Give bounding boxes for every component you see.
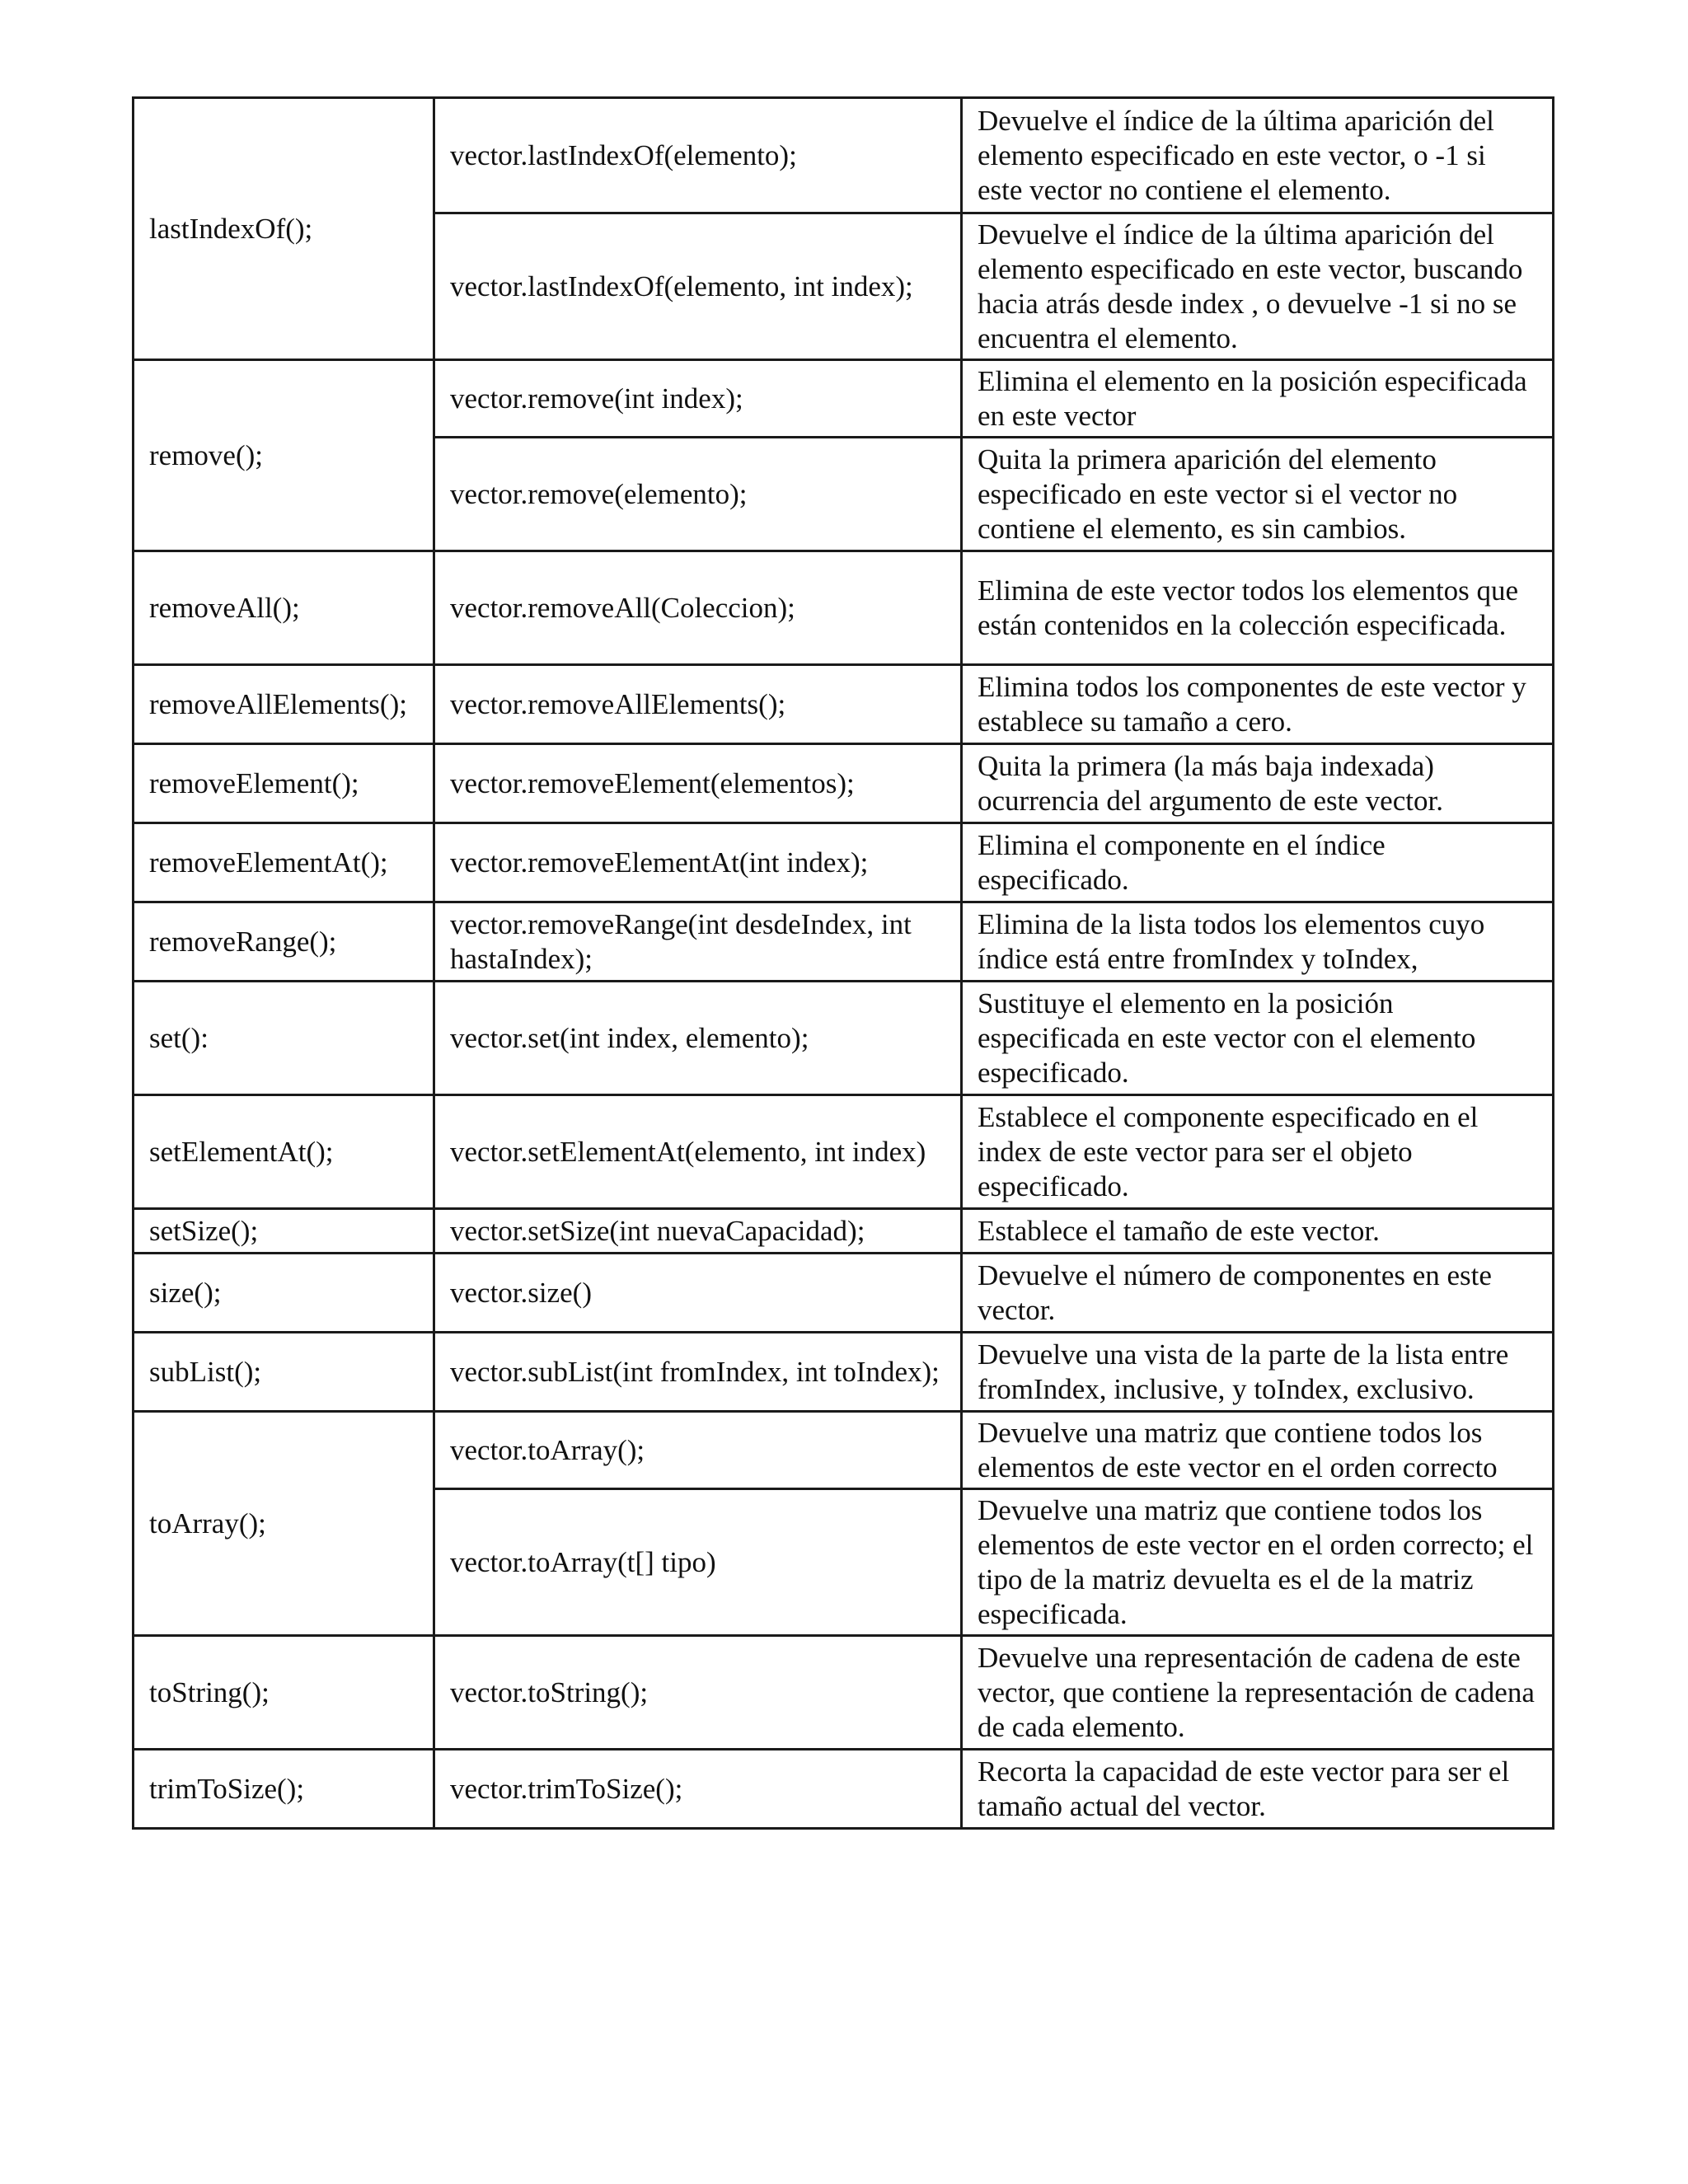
method-signature-cell: vector.remove(int index); bbox=[434, 360, 962, 438]
method-name-cell: toString(); bbox=[134, 1636, 434, 1750]
method-name-cell: removeElement(); bbox=[134, 744, 434, 823]
method-description-cell: Elimina todos los componentes de este vector y establece su tamaño a cero. bbox=[962, 665, 1554, 744]
method-signature-cell: vector.setSize(int nuevaCapacidad); bbox=[434, 1209, 962, 1254]
method-signature-cell: vector.lastIndexOf(elemento); bbox=[434, 98, 962, 213]
method-description-cell: Devuelve una matriz que contiene todos los elementos de este vector en el orden correcto; el tipo de la matriz devuelta es el de la matriz especificada. bbox=[962, 1489, 1554, 1636]
table-row bbox=[134, 744, 1554, 823]
method-name-cell: setElementAt(); bbox=[134, 1095, 434, 1209]
method-name-cell: removeRange(); bbox=[134, 902, 434, 982]
method-description-cell: Devuelve una representación de cadena de este vector, que contiene la representación de cadena de cada elemento. bbox=[962, 1636, 1554, 1750]
method-description-cell: Recorta la capacidad de este vector para ser el tamaño actual del vector. bbox=[962, 1750, 1554, 1829]
table-row bbox=[134, 1636, 1554, 1750]
method-description-cell: Devuelve el número de componentes en este vector. bbox=[962, 1254, 1554, 1333]
method-name-cell: size(); bbox=[134, 1254, 434, 1333]
vector-methods-table bbox=[132, 96, 1554, 1830]
method-name-cell: remove(); bbox=[134, 360, 434, 551]
method-name-cell: removeAllElements(); bbox=[134, 665, 434, 744]
method-description-cell: Establece el componente especificado en el index de este vector para ser el objeto especificado. bbox=[962, 1095, 1554, 1209]
method-signature-cell: vector.removeRange(int desdeIndex, int hastaIndex); bbox=[434, 902, 962, 982]
method-name-cell: subList(); bbox=[134, 1333, 434, 1412]
method-signature-cell: vector.removeAllElements(); bbox=[434, 665, 962, 744]
method-signature-cell: vector.toArray(); bbox=[434, 1412, 962, 1489]
method-signature-cell: vector.setElementAt(elemento, int index) bbox=[434, 1095, 962, 1209]
table-row bbox=[134, 1750, 1554, 1829]
method-signature-cell: vector.set(int index, elemento); bbox=[434, 982, 962, 1095]
method-description-cell: Elimina de este vector todos los elementos que están contenidos en la colección especificada. bbox=[962, 551, 1554, 665]
method-description-cell: Devuelve una matriz que contiene todos los elementos de este vector en el orden correcto bbox=[962, 1412, 1554, 1489]
method-description-cell: Quita la primera (la más baja indexada) ocurrencia del argumento de este vector. bbox=[962, 744, 1554, 823]
method-name-cell: lastIndexOf(); bbox=[134, 98, 434, 360]
table-row bbox=[134, 1333, 1554, 1412]
method-description-cell: Elimina el componente en el índice especificado. bbox=[962, 823, 1554, 902]
method-signature-cell: vector.toArray(t[] tipo) bbox=[434, 1489, 962, 1636]
table-body bbox=[134, 98, 1554, 1829]
method-signature-cell: vector.subList(int fromIndex, int toIndex); bbox=[434, 1333, 962, 1412]
method-description-cell: Devuelve una vista de la parte de la lista entre fromIndex, inclusive, y toIndex, exclusivo. bbox=[962, 1333, 1554, 1412]
table-row bbox=[134, 982, 1554, 1095]
table-row bbox=[134, 1412, 1554, 1489]
method-name-cell: setSize(); bbox=[134, 1209, 434, 1254]
document-page bbox=[132, 96, 1554, 1830]
method-signature-cell: vector.trimToSize(); bbox=[434, 1750, 962, 1829]
table-row bbox=[134, 823, 1554, 902]
table-row bbox=[134, 98, 1554, 213]
method-signature-cell: vector.toString(); bbox=[434, 1636, 962, 1750]
method-name-cell: toArray(); bbox=[134, 1412, 434, 1636]
method-name-cell: removeElementAt(); bbox=[134, 823, 434, 902]
method-signature-cell: vector.lastIndexOf(elemento, int index); bbox=[434, 213, 962, 360]
table-row bbox=[134, 551, 1554, 665]
table-row bbox=[134, 665, 1554, 744]
method-description-cell: Elimina el elemento en la posición especificada en este vector bbox=[962, 360, 1554, 438]
method-name-cell: trimToSize(); bbox=[134, 1750, 434, 1829]
method-signature-cell: vector.removeAll(Coleccion); bbox=[434, 551, 962, 665]
method-description-cell: Sustituye el elemento en la posición especificada en este vector con el elemento especificado. bbox=[962, 982, 1554, 1095]
method-name-cell: set(): bbox=[134, 982, 434, 1095]
method-name-cell: removeAll(); bbox=[134, 551, 434, 665]
method-signature-cell: vector.remove(elemento); bbox=[434, 438, 962, 551]
method-description-cell: Devuelve el índice de la última aparición del elemento especificado en este vector, buscando hacia atrás desde index , o devuelve -1 si no se encuentra el elemento. bbox=[962, 213, 1554, 360]
method-description-cell: Devuelve el índice de la última aparición del elemento especificado en este vector, o -1 si este vector no contiene el elemento. bbox=[962, 98, 1554, 213]
method-description-cell: Quita la primera aparición del elemento especificado en este vector si el vector no contiene el elemento, es sin cambios. bbox=[962, 438, 1554, 551]
table-row bbox=[134, 360, 1554, 438]
method-description-cell: Elimina de la lista todos los elementos cuyo índice está entre fromIndex y toIndex, bbox=[962, 902, 1554, 982]
method-description-cell: Establece el tamaño de este vector. bbox=[962, 1209, 1554, 1254]
table-row bbox=[134, 1209, 1554, 1254]
method-signature-cell: vector.removeElementAt(int index); bbox=[434, 823, 962, 902]
table-row bbox=[134, 902, 1554, 982]
method-signature-cell: vector.size() bbox=[434, 1254, 962, 1333]
table-row bbox=[134, 1095, 1554, 1209]
method-signature-cell: vector.removeElement(elementos); bbox=[434, 744, 962, 823]
table-row bbox=[134, 1254, 1554, 1333]
